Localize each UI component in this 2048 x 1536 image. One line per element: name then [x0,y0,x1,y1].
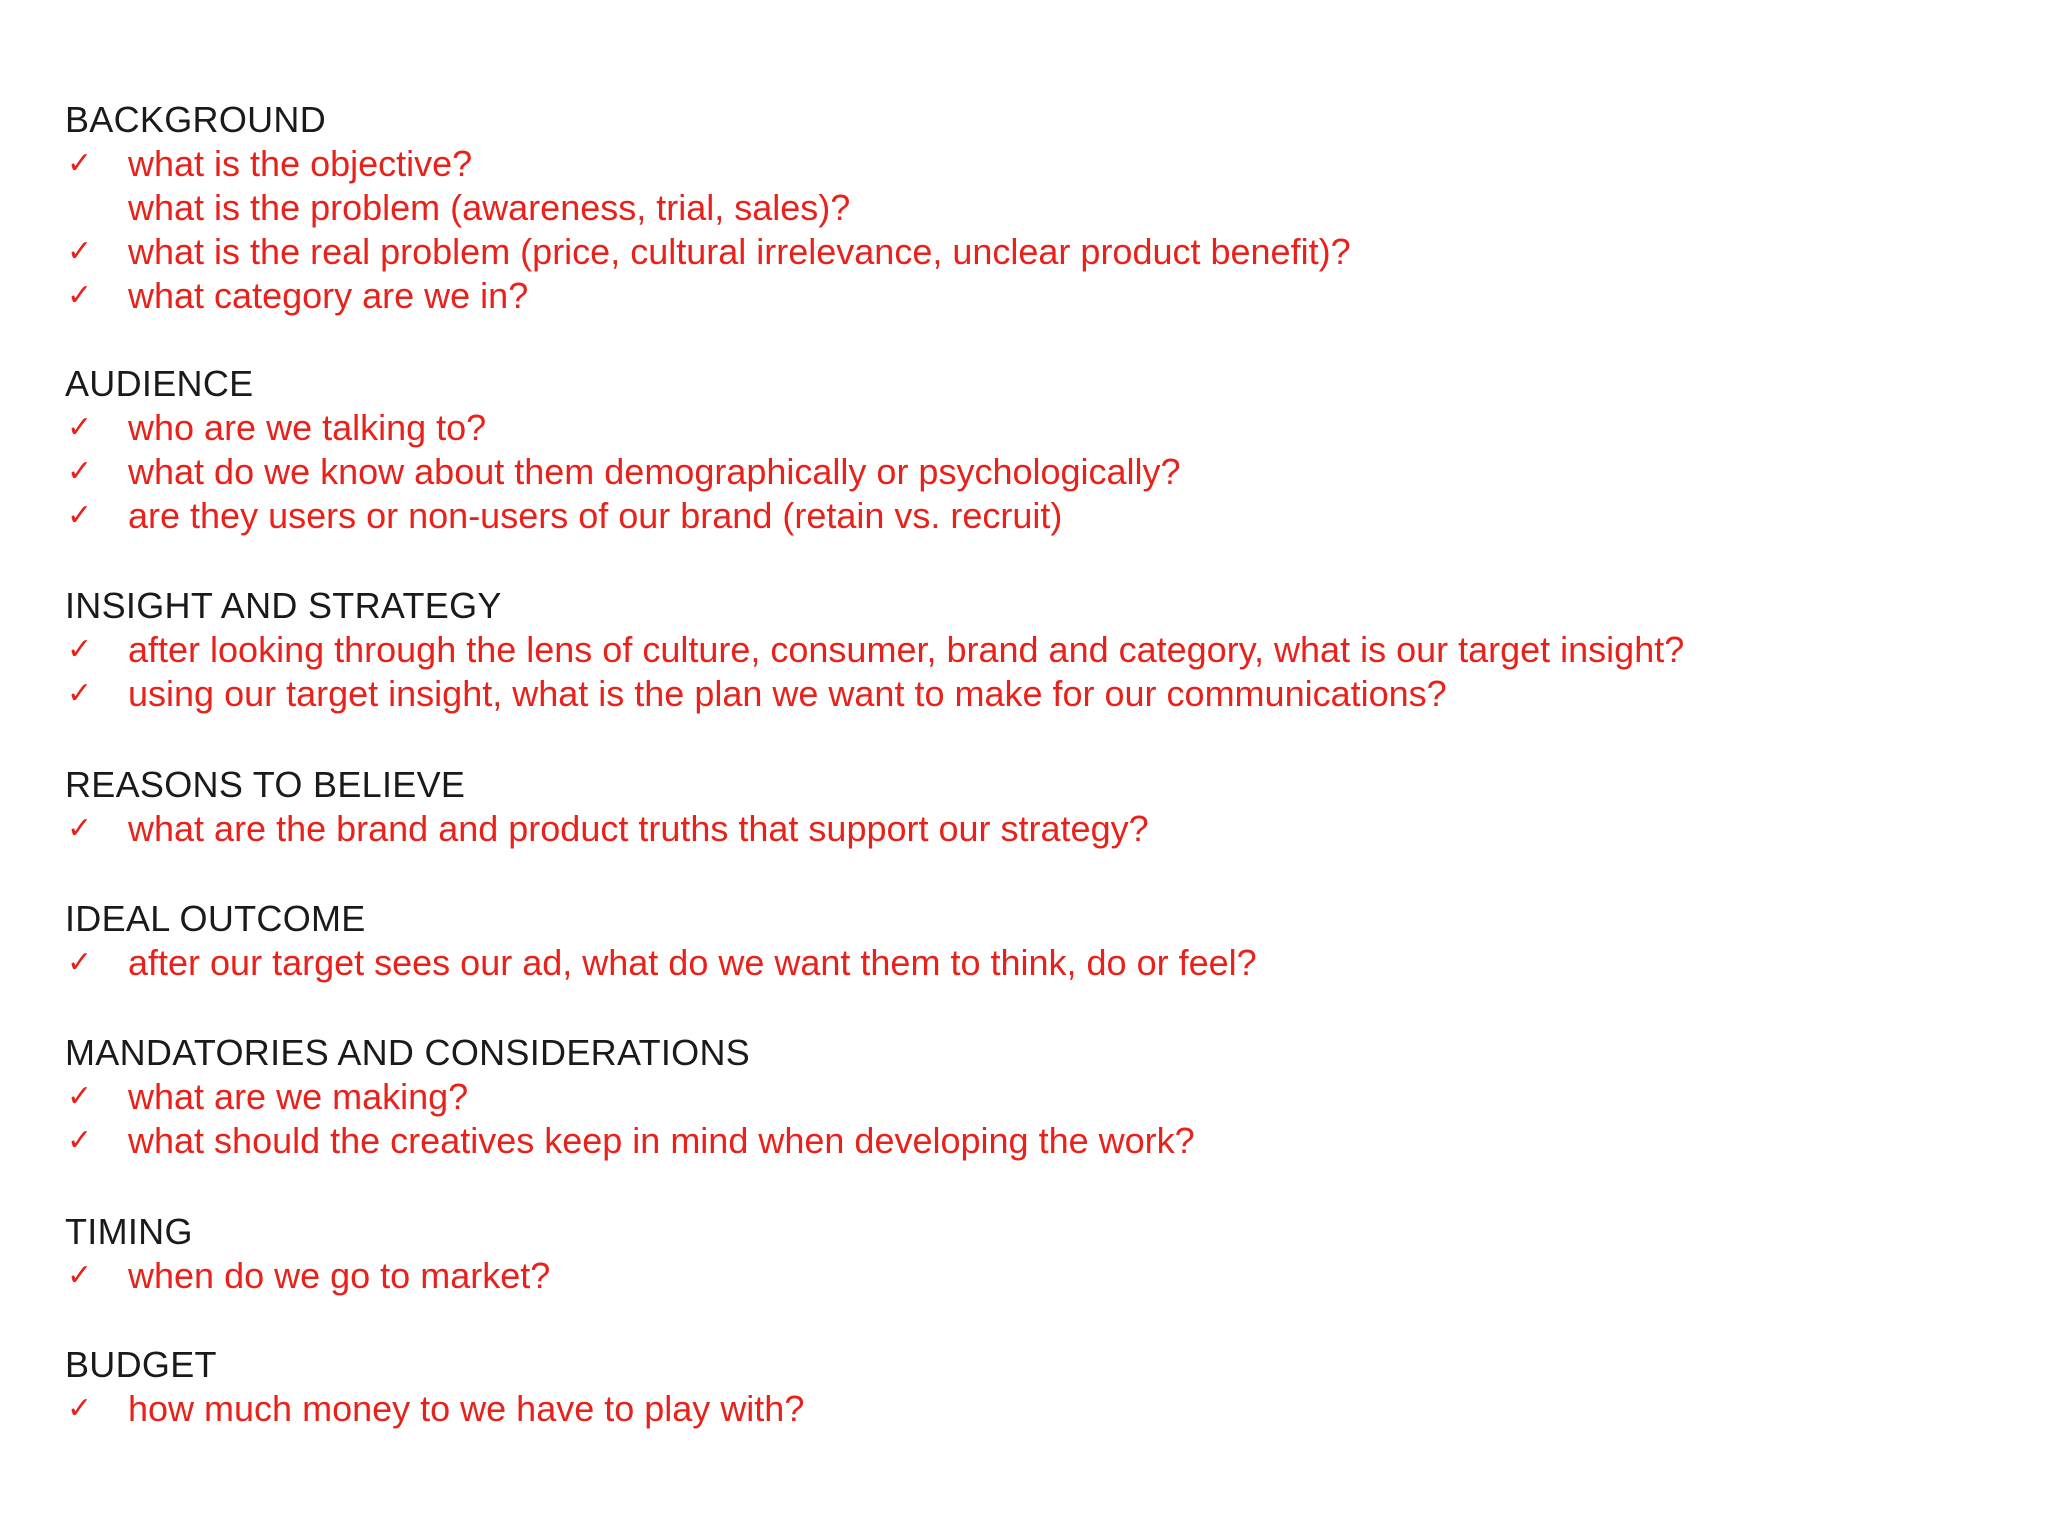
checklist-item-text: what do we know about them demographically or psychologically? [128,451,1181,492]
section-heading: MANDATORIES AND CONSIDERATIONS [65,1032,751,1073]
checklist-item-text: after looking through the lens of culture, consumer, brand and category, what is our target insight? [128,629,1685,670]
checklist-item-text: when do we go to market? [128,1255,551,1296]
checklist-item [65,186,1965,230]
section-background [65,98,1965,318]
checkmark-icon: ✓ [67,945,93,980]
checklist-item-text: using our target insight, what is the plan we want to make for our communications? [128,673,1447,714]
section-heading: INSIGHT AND STRATEGY [65,585,502,626]
checklist-item [65,672,1965,716]
section-ideal-outcome [65,897,1965,985]
section-mandatories-and-considerations [65,1031,1965,1163]
checkmark-icon: ✓ [67,1123,93,1158]
checklist-item-text: what are we making? [128,1076,469,1117]
checkmark-icon: ✓ [67,1079,93,1114]
section-heading: BACKGROUND [65,99,327,140]
checkmark-icon: ✓ [67,632,93,667]
checklist-item [65,274,1965,318]
section-heading: BUDGET [65,1344,217,1385]
checklist-item [65,494,1965,538]
checkmark-icon: ✓ [67,1391,93,1426]
checklist-item-text: what is the objective? [128,143,473,184]
checklist-item-text: what is the problem (awareness, trial, sales)? [128,187,851,228]
section-heading: TIMING [65,1211,193,1252]
checkmark-icon: ✓ [67,676,93,711]
checkmark-icon: ✓ [67,278,93,313]
checkmark-icon: ✓ [67,811,93,846]
checkmark-icon: ✓ [67,454,93,489]
checklist-item-text: what are the brand and product truths that support our strategy? [128,808,1149,849]
checklist-item-text: what is the real problem (price, cultural irrelevance, unclear product benefit)? [128,231,1351,272]
checkmark-icon: ✓ [67,234,93,269]
section-audience [65,362,1965,538]
checklist-item [65,941,1965,985]
checklist-item [65,628,1965,672]
checklist-item [65,1075,1965,1119]
checkmark-icon: ✓ [67,410,93,445]
checklist-item [65,450,1965,494]
section-heading: IDEAL OUTCOME [65,898,366,939]
section-insight-and-strategy [65,584,1965,716]
checklist-item [65,1119,1965,1163]
section-heading: AUDIENCE [65,363,254,404]
section-timing [65,1210,1965,1298]
checkmark-icon: ✓ [67,146,93,181]
checklist-item-text: what should the creatives keep in mind when developing the work? [128,1120,1195,1161]
checklist-item-text: after our target sees our ad, what do we want them to think, do or feel? [128,942,1257,983]
section-reasons-to-believe [65,763,1965,851]
checklist-item-text: what category are we in? [128,275,529,316]
checklist-item-text: who are we talking to? [128,407,487,448]
checkmark-icon: ✓ [67,498,93,533]
checklist-item [65,230,1965,274]
checklist-item-text: are they users or non-users of our brand (retain vs. recruit) [128,495,1063,536]
checklist-item [65,406,1965,450]
checklist-item [65,1387,1965,1431]
checklist-item-text: how much money to we have to play with? [128,1388,805,1429]
section-budget [65,1343,1965,1431]
checkmark-icon: ✓ [67,1258,93,1293]
checklist-item [65,1254,1965,1298]
checklist-item [65,142,1965,186]
checklist-item [65,807,1965,851]
section-heading: REASONS TO BELIEVE [65,764,466,805]
